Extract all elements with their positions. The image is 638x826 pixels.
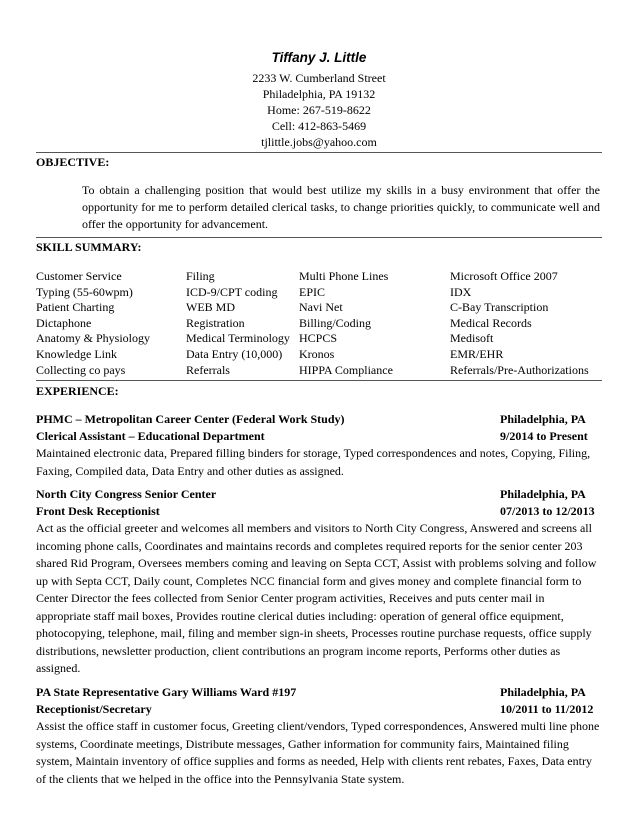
divider bbox=[36, 152, 602, 153]
skill-item: Medical Terminology bbox=[186, 331, 290, 346]
skills-heading: SKILL SUMMARY: bbox=[36, 240, 142, 254]
skill-item: Registration bbox=[186, 315, 245, 330]
email[interactable]: tjlittle.jobs@yahoo.com bbox=[261, 135, 377, 149]
skill-item: Multi Phone Lines bbox=[299, 269, 389, 283]
skill-item: Data Entry (10,000) bbox=[186, 346, 283, 361]
cell-phone: Cell: 412-863-5469 bbox=[271, 119, 367, 133]
job-title: Front Desk Receptionist bbox=[36, 504, 160, 518]
skill-item: Customer Service bbox=[36, 269, 122, 283]
job-subheader bbox=[36, 503, 602, 520]
job-entry bbox=[36, 486, 602, 678]
address-line-1: 2233 W. Cumberland Street bbox=[252, 71, 386, 85]
skill-item: Medisoft bbox=[450, 331, 494, 346]
home-phone: Home: 267-519-8622 bbox=[267, 103, 371, 117]
job-location: Philadelphia, PA bbox=[500, 487, 586, 501]
skill-item: Filing bbox=[186, 269, 215, 283]
skill-item: Referrals bbox=[186, 362, 230, 377]
skill-item: EMR/EHR bbox=[450, 346, 504, 361]
skill-item: Navi Net bbox=[299, 300, 343, 315]
skill-item: Patient Charting bbox=[36, 300, 115, 315]
job-subheader bbox=[36, 428, 602, 445]
experience-heading: EXPERIENCE: bbox=[36, 384, 119, 398]
skill-item: Dictaphone bbox=[36, 315, 92, 330]
divider bbox=[36, 380, 602, 381]
job-title: Receptionist/Secretary bbox=[36, 702, 152, 716]
skill-item: WEB MD bbox=[186, 300, 235, 315]
skill-item: Collecting co pays bbox=[36, 362, 126, 377]
skill-item: EPIC bbox=[299, 284, 326, 299]
job-description: Maintained electronic data, Prepared filling binders for storage, Typed correspondences and notes, Copying, Filing, Faxing, Compiled data, Data Entry and other duties as assigned. bbox=[36, 446, 591, 478]
skill-item: Medical Records bbox=[450, 315, 532, 330]
job-header bbox=[36, 684, 602, 701]
job-dates: 10/2011 to 11/2012 bbox=[500, 702, 594, 716]
job-description: Act as the official greeter and welcomes all members and visitors to North City Congress, Answered and screens all incoming phone calls, Coordinates and maintains records and completes required reports for the senior center 203 shared Rid Program, Oversees members coming and leaving on Septa CCT, Assist with problems solving and follow up with Septa CCT, Daily count, Completes NCC financial form and gives money and complete financial form to Center Director the fees collected from Senior Center program activities, Receives and puts center mail in appropriate staff mail boxes, Provides routine clerical duties including: operation of general office equipment, photocopying, telephone, mail, filing and member sign-in sheets, Processes routine purchase requests, office supply distributions, newsletter production, client contributions an program income reports, Performs other duties as assigned. bbox=[36, 521, 597, 675]
objective-heading: OBJECTIVE: bbox=[36, 155, 110, 169]
job-entry bbox=[36, 411, 602, 480]
job-employer: PHMC – Metropolitan Career Center (Federal Work Study) bbox=[36, 412, 345, 426]
skill-item: ICD-9/CPT coding bbox=[186, 284, 278, 299]
skill-item: HCPCS bbox=[299, 331, 338, 346]
objective-text: To obtain a challenging position that would best utilize my skills in a busy environment that offer the opportunity for me to perform detailed clerical tasks, to change priorities quickly, to communicate well and offer the opportunity for advancement. bbox=[82, 183, 600, 231]
job-location: Philadelphia, PA bbox=[500, 412, 586, 426]
address-line-2: Philadelphia, PA 19132 bbox=[262, 87, 376, 101]
job-dates: 9/2014 to Present bbox=[500, 429, 588, 443]
job-dates: 07/2013 to 12/2013 bbox=[500, 504, 595, 518]
skill-item: Knowledge Link bbox=[36, 346, 117, 361]
skill-item: IDX bbox=[450, 284, 472, 299]
skill-item: Kronos bbox=[299, 346, 335, 361]
skill-item: Billing/Coding bbox=[299, 315, 372, 330]
job-location: Philadelphia, PA bbox=[500, 685, 586, 699]
skill-item: Referrals/Pre-Authorizations bbox=[450, 362, 589, 377]
skill-item: Microsoft Office 2007 bbox=[450, 269, 558, 283]
job-employer: North City Congress Senior Center bbox=[36, 487, 217, 501]
skill-item: Anatomy & Physiology bbox=[36, 331, 151, 346]
job-entry bbox=[36, 684, 602, 788]
divider bbox=[36, 237, 602, 238]
job-employer: PA State Representative Gary Williams Ward #197 bbox=[36, 685, 297, 699]
skill-item: HIPPA Compliance bbox=[299, 362, 393, 377]
job-header bbox=[36, 411, 602, 428]
job-subheader bbox=[36, 701, 602, 718]
job-header bbox=[36, 486, 602, 503]
resume-name: Tiffany J. Little bbox=[271, 50, 367, 65]
skill-item: Typing (55-60wpm) bbox=[36, 284, 133, 299]
job-description: Assist the office staff in customer focus, Greeting client/vendors, Typed correspondences, Answered multi line phone systems, Coordinate meetings, Distribute messages, Gather information for community fairs, Maintained filing system, Maintain inventory of office supplies and forms as needed, Help with clients rent rebates, Faxes, Data entry of the clients that we helped in the office into the Pennsylvania State system. bbox=[36, 719, 600, 786]
skill-item: C-Bay Transcription bbox=[450, 300, 549, 315]
job-title: Clerical Assistant – Educational Department bbox=[36, 429, 265, 443]
